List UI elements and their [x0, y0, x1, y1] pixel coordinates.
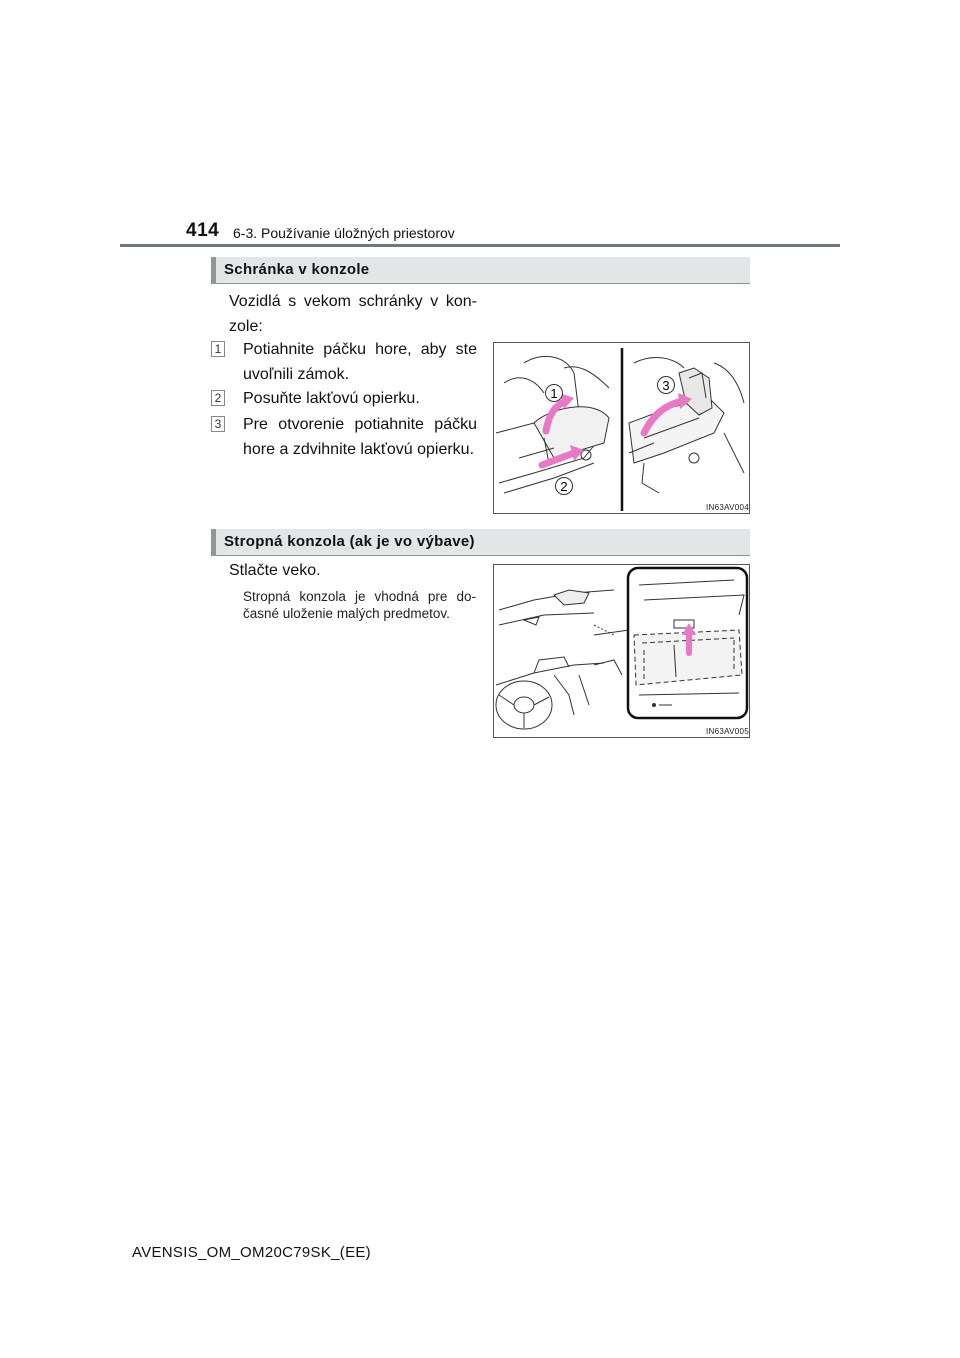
step-number-2 [211, 390, 225, 406]
section-heading-text: Stropná konzola (ak je vo výbave) [224, 533, 475, 550]
step-number-label: 1 [214, 342, 222, 356]
figure-code: IN63AV004 [706, 503, 750, 512]
console-box-illustration [493, 342, 750, 514]
callout-1-label: 1 [550, 386, 558, 401]
section-marker [211, 257, 216, 283]
section-marker [211, 529, 216, 555]
step-number-label: 3 [214, 417, 222, 431]
callout-2-label: 2 [560, 479, 568, 494]
step-text-3: Pre otvorenie potiahnite páčku hore a zdvihnite lakťovú opierku. [243, 416, 477, 458]
figure-code: IN63AV005 [706, 727, 750, 736]
console-box-drawing [494, 343, 749, 513]
intro-text: Vozidlá s vekom schránky v kon-zole: [229, 293, 477, 335]
section-heading-text: Schránka v konzole [224, 261, 370, 278]
note-text: Stropná konzola je vhodná pre do-časné uloženie malých predmetov. [243, 589, 476, 621]
step-text-2: Posuňte lakťovú opierku. [243, 390, 420, 407]
overhead-console-drawing [494, 565, 749, 737]
document-id: AVENSIS_OM_OM20C79SK_(EE) [132, 1244, 371, 1261]
step-number-3 [211, 416, 225, 432]
section-heading-overhead-console [211, 529, 750, 556]
section-heading-console-box [211, 257, 750, 284]
step-text-1: Potiahnite páčku hore, aby ste uvoľnili zámok. [243, 341, 477, 383]
callout-3-label: 3 [662, 378, 670, 393]
instruction-text: Stlačte veko. [229, 562, 321, 579]
overhead-console-illustration [493, 564, 750, 738]
step-number-label: 2 [214, 391, 222, 405]
step-number-1 [211, 341, 225, 357]
header-divider [120, 244, 840, 247]
section-title: 6-3. Používanie úložných priestorov [233, 225, 455, 241]
page-number: 414 [186, 220, 220, 241]
